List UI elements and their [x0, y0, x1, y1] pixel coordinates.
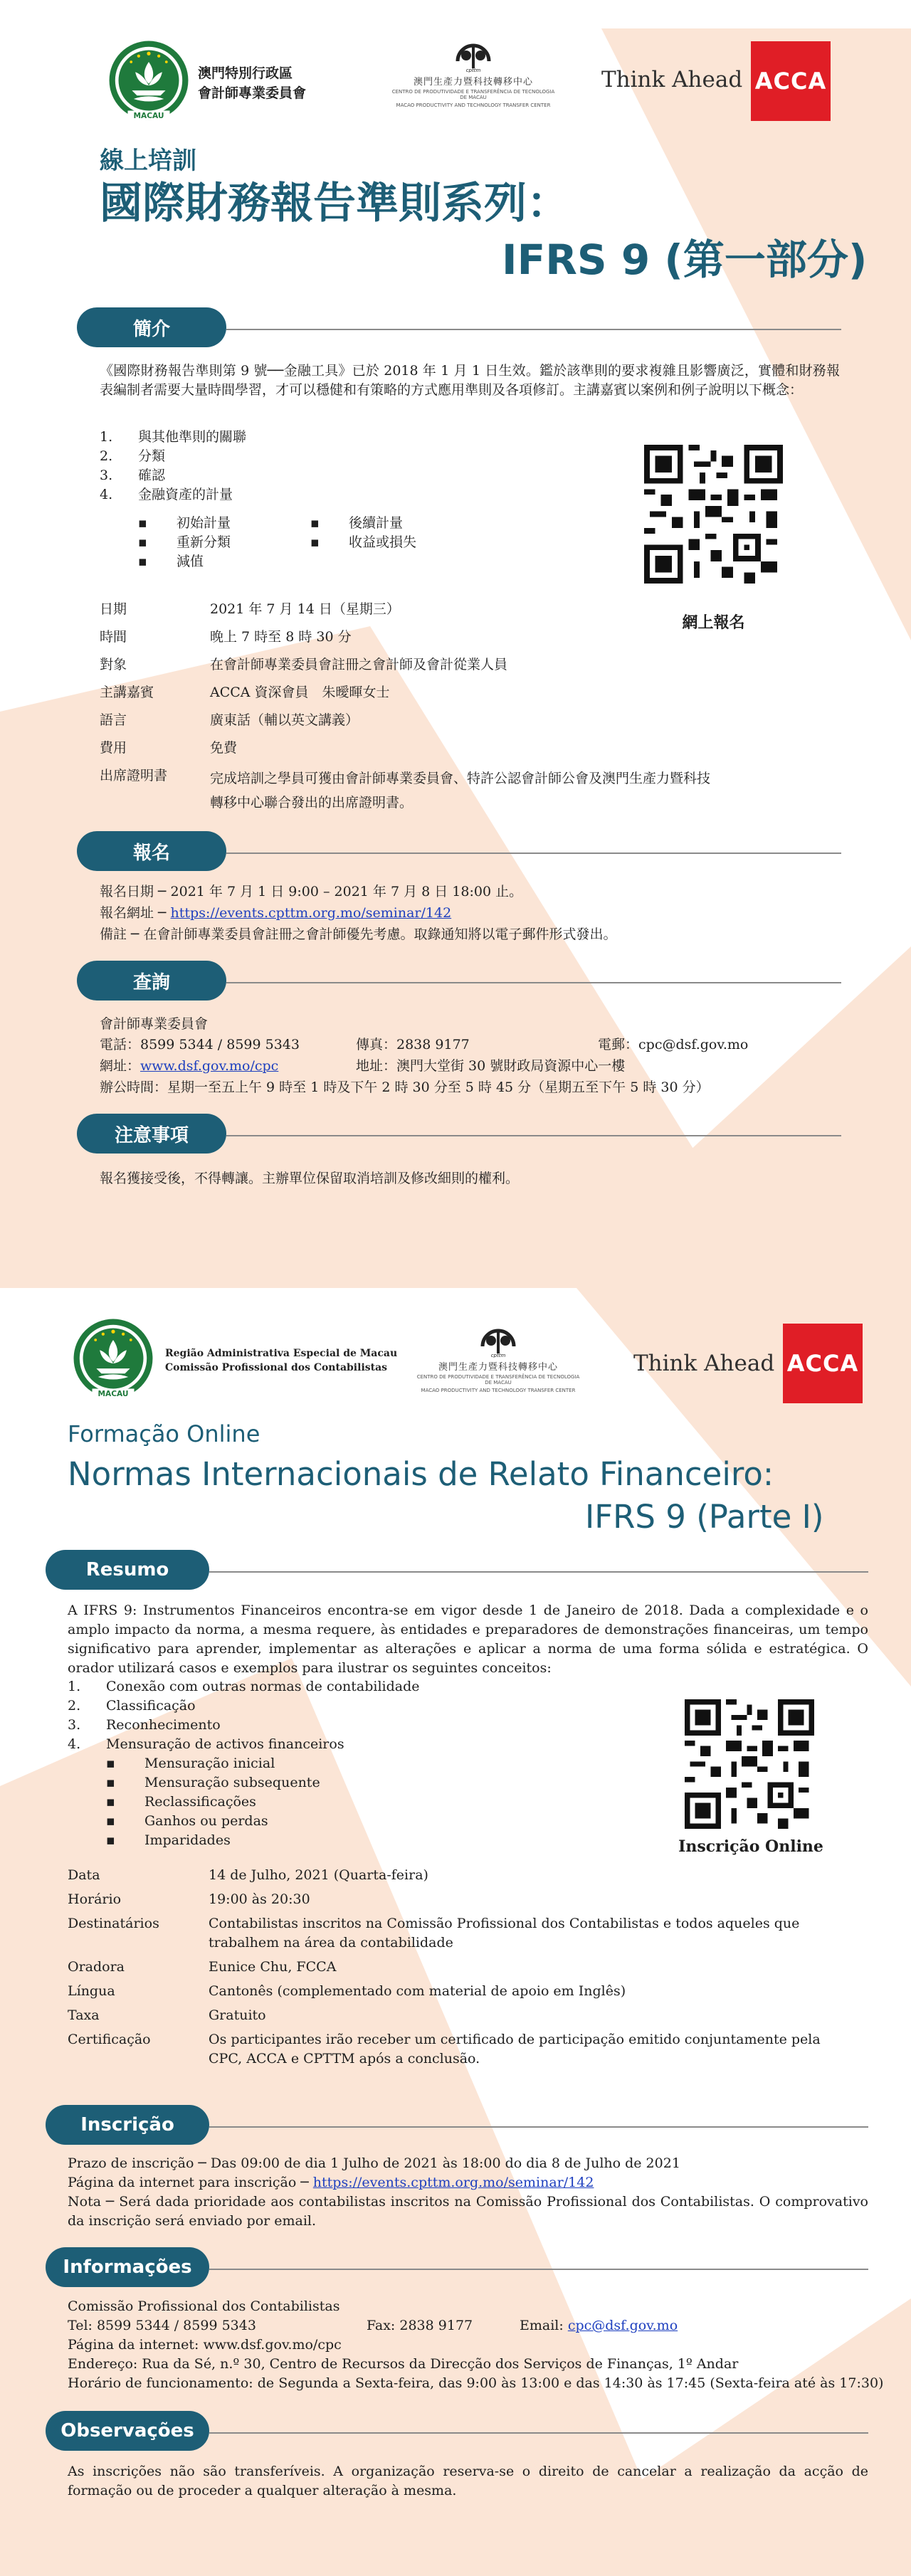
gov-organization-name: Região Administrativa Especial de Macau Comissão Profissional dos Contabilistas [165, 1348, 398, 1374]
course-title-line2: IFRS 9 (第一部分) [502, 236, 868, 284]
list-item: 3. Reconhecimento [68, 1717, 221, 1733]
qr-code-icon[interactable] [685, 1699, 814, 1829]
course-title-line1: Normas Internacionais de Relato Financeiro: [68, 1455, 774, 1493]
notes-text: As inscrições não são transferíveis. A organização reserva-se o direito de cancelar a realização da acção de formação ou de proceder a qualquer alteração à mesma. [68, 2464, 868, 2498]
section-header-register: Inscrição [46, 2105, 868, 2145]
inquiry-email[interactable]: cpc@dsf.gov.mo [638, 1037, 749, 1052]
registration-period: Prazo de inscrição ─ Das 09:00 de dia 1 Julho de 2021 às 18:00 do dia 8 de Julho de 2021 [68, 2155, 680, 2171]
gov-seal-logo [71, 1316, 155, 1400]
section-header-info: Informações [46, 2247, 868, 2287]
acca-slogan: Think Ahead [633, 1351, 775, 1376]
inquiry-website[interactable]: www.dsf.gov.mo/cpc [140, 1058, 279, 1074]
info-email-line: Email: cpc@dsf.gov.mo [520, 2318, 678, 2333]
info-row-language: Língua Cantonês (complementado com material de apoio em Inglês) [68, 1983, 626, 1999]
list-item: 2. 分類 [100, 448, 166, 464]
section-header-register: 報名 [77, 831, 841, 871]
svg-text:cpttm: cpttm [465, 68, 481, 73]
list-item: ▪ 重新分類 [138, 533, 231, 552]
list-item: ▪ 減值 [138, 552, 231, 571]
section-header-intro: 簡介 [77, 307, 841, 347]
measurement-sublist-right [310, 514, 416, 552]
cpttm-logo: cpttm 澳門生產力暨科技轉移中心 CENTRO DE PRODUTIVIDADE E TRANSFERÊNCIA DE TECNOLOGIA DE MACAU MACAO PRODUCTIVITY AND TECHNOLOGY TRANSFER CENTER [413, 1325, 584, 1393]
section-header-inquiry: 查詢 [77, 961, 841, 1001]
inquiry-fax: 傳真：2838 9177 [356, 1037, 470, 1052]
info-phone: Tel: 8599 5344 / 8599 5343 [68, 2318, 256, 2333]
info-row-audience: Destinatários Contabilistas inscritos na Comissão Profissional dos Contabilistas e todos aqueles que trabalhem na área da contabilidade [68, 1916, 800, 1951]
list-item: ▪ Ganhos ou perdas [106, 1812, 320, 1831]
cpttm-logo: cpttm 澳門生產力暨科技轉移中心 CENTRO DE PRODUTIVIDADE E TRANSFERÊNCIA DE TECNOLOGIA DE MACAU MACAO PRODUCTIVITY AND TECHNOLOGY TRANSFER CENTER [388, 40, 559, 108]
info-row-certificate: 出席證明書 完成培訓之學員可獲由會計師專業委員會、特許公認會計師公會及澳門生產力暨科技轉移中心聯合發出的出席證明書。 [100, 768, 711, 811]
info-row-date: Data 14 de Julho, 2021 (Quarta-feira) [68, 1867, 428, 1883]
registration-url-line: 報名網址 ─ https://events.cpttm.org.mo/seminar/142 [100, 905, 452, 921]
info-office-hours: Horário de funcionamento: de Segunda a Sexta-feira, das 9:00 às 13:00 e das 14:30 às 17:45 (Sexta-feira até às 17:30) [68, 2375, 884, 2391]
notes-text: 報名獲接受後，不得轉讓。主辦單位保留取消培訓及修改細則的權利。 [100, 1171, 520, 1186]
inquiry-phone: 電話：8599 5344 / 8599 5343 [100, 1037, 300, 1052]
list-item: ▪ 收益或損失 [310, 533, 416, 552]
svg-text:MACAU: MACAU [98, 1389, 129, 1399]
registration-note: 備註 ─ 在會計師專業委員會註冊之會計師優先考慮。取錄通知將以電子郵件形式發出。 [100, 927, 617, 942]
inquiry-website-line: 網址：www.dsf.gov.mo/cpc [100, 1058, 279, 1074]
event-details [68, 1866, 868, 2074]
info-row-time: Horário 19:00 às 20:30 [68, 1891, 310, 1907]
measurement-sublist [106, 1754, 320, 1850]
course-title-line2: IFRS 9 (Parte I) [585, 1498, 824, 1536]
svg-text:cpttm: cpttm [490, 1353, 506, 1358]
gov-organization-name: 澳門特別行政區 會計師專業委員會 [198, 65, 307, 101]
info-row-language: 語言 廣東話（輔以英文講義） [100, 712, 359, 728]
list-item: ▪ Mensuração subsequente [106, 1773, 320, 1793]
section-header-summary: Resumo [46, 1550, 868, 1590]
acca-slogan: Think Ahead [601, 67, 743, 93]
intro-text: 《國際財務報告準則第 9 號──金融工具》已於 2018 年 1 月 1 日生效。鑑於該準則的要求複雜且影響廣泛，實體和財務報表編制者需要大量時間學習，才可以穩健和有策略的方式應用準則及各項修訂。主講嘉賓以案例和例子說明以下概念： [100, 363, 840, 398]
summary-text: A IFRS 9: Instrumentos Financeiros encontra-se em vigor desde 1 de Janeiro de 2018. Dada a complexidade e o amplo impacto da norma, a mesma requere, às entidades e preparadores de demonstrações financeiras, um tempo significativo para aprender, implementar as alterações e aplicar a norma de uma forma sólida e estratégica. O orador utilizará casos e exemplos para ilustrar os seguintes conceitos: [68, 1603, 868, 1676]
inquiry-organization: 會計師專業委員會 [100, 1016, 209, 1032]
info-row-speaker: 主講嘉賓 ACCA 資深會員 朱曖暉女士 [100, 685, 390, 700]
course-type: 線上培訓 [100, 147, 196, 175]
measurement-sublist-left [138, 514, 231, 571]
inquiry-office-hours: 辦公時間：星期一至五上午 9 時至 1 時及下午 2 時 30 分至 5 時 45 分（星期五至下午 5 時 30 分） [100, 1080, 710, 1095]
info-row-audience: 對象 在會計師專業委員會註冊之會計師及會計從業人員 [100, 657, 508, 672]
info-row-speaker: Oradora Eunice Chu, FCCA [68, 1959, 337, 1975]
info-website: Página da internet: www.dsf.gov.mo/cpc [68, 2337, 342, 2353]
list-item: 3. 確認 [100, 468, 166, 483]
registration-link[interactable]: https://events.cpttm.org.mo/seminar/142 [170, 905, 452, 921]
info-address: Endereço: Rua da Sé, n.º 30, Centro de Recursos da Direcção dos Serviços de Finanças, 1º Andar [68, 2356, 739, 2372]
list-item: ▪ Imparidades [106, 1831, 320, 1850]
inquiry-address: 地址：澳門大堂街 30 號財政局資源中心一樓 [356, 1058, 626, 1074]
registration-note: Nota ─ Será dada prioridade aos contabilistas inscritos na Comissão Profissional dos Contabilistas. O comprovativo da inscrição será enviado por email. [68, 2194, 868, 2229]
concept-list [68, 1677, 420, 1754]
flyer-portuguese [0, 1288, 911, 2576]
list-item: 4. Mensuração de activos financeiros [68, 1736, 344, 1752]
section-header-notes: 注意事項 [77, 1114, 841, 1154]
inquiry-email-line: 電郵：cpc@dsf.gov.mo [598, 1037, 749, 1052]
qr-code-icon[interactable] [644, 445, 783, 584]
registration-period: 報名日期 ─ 2021 年 7 月 1 日 9:00 – 2021 年 7 月 8 日 18:00 止。 [100, 884, 523, 899]
info-row-certificate: Certificação Os participantes irão receber um certificado de participação emitido conjuntamente pela CPC, ACCA e CPTTM após a conclusão. [68, 2032, 821, 2066]
info-row-date: 日期 2021 年 7 月 14 日（星期三） [100, 601, 400, 617]
list-item: 2. Classificação [68, 1698, 196, 1714]
registration-url-line: Página da internet para inscrição ─ https://events.cpttm.org.mo/seminar/142 [68, 2175, 594, 2190]
qr-label: Inscrição Online [678, 1837, 823, 1856]
list-item: ▪ Reclassificações [106, 1793, 320, 1812]
list-item: ▪ Mensuração inicial [106, 1754, 320, 1773]
acca-logo: ACCA [751, 41, 831, 121]
info-fax: Fax: 2838 9177 [367, 2318, 473, 2333]
info-organization: Comissão Profissional dos Contabilistas [68, 2298, 340, 2314]
list-item: 1. Conexão com outras normas de contabilidade [68, 1679, 420, 1694]
info-email[interactable]: cpc@dsf.gov.mo [567, 2318, 678, 2333]
course-type: Formação Online [68, 1420, 260, 1447]
concept-list [100, 428, 246, 505]
list-item: 1. 與其他準則的關聯 [100, 429, 247, 445]
info-row-time: 時間 晚上 7 時至 8 時 30 分 [100, 629, 352, 645]
registration-link[interactable]: https://events.cpttm.org.mo/seminar/142 [312, 2175, 594, 2190]
list-item: 4. 金融資產的計量 [100, 487, 233, 502]
event-details [100, 600, 840, 823]
course-title-line1: 國際財務報告準則系列： [100, 179, 569, 228]
list-item: ▪ 後續計量 [310, 514, 416, 533]
section-header-notes: Observações [46, 2411, 868, 2451]
svg-text:MACAU: MACAU [133, 111, 164, 121]
list-item: ▪ 初始計量 [138, 514, 231, 533]
qr-label: 網上報名 [682, 613, 745, 632]
gov-seal-logo [107, 38, 191, 122]
info-row-fee: Taxa Gratuito [68, 2007, 266, 2023]
info-row-fee: 費用 免費 [100, 740, 238, 756]
acca-logo: ACCA [783, 1324, 863, 1403]
